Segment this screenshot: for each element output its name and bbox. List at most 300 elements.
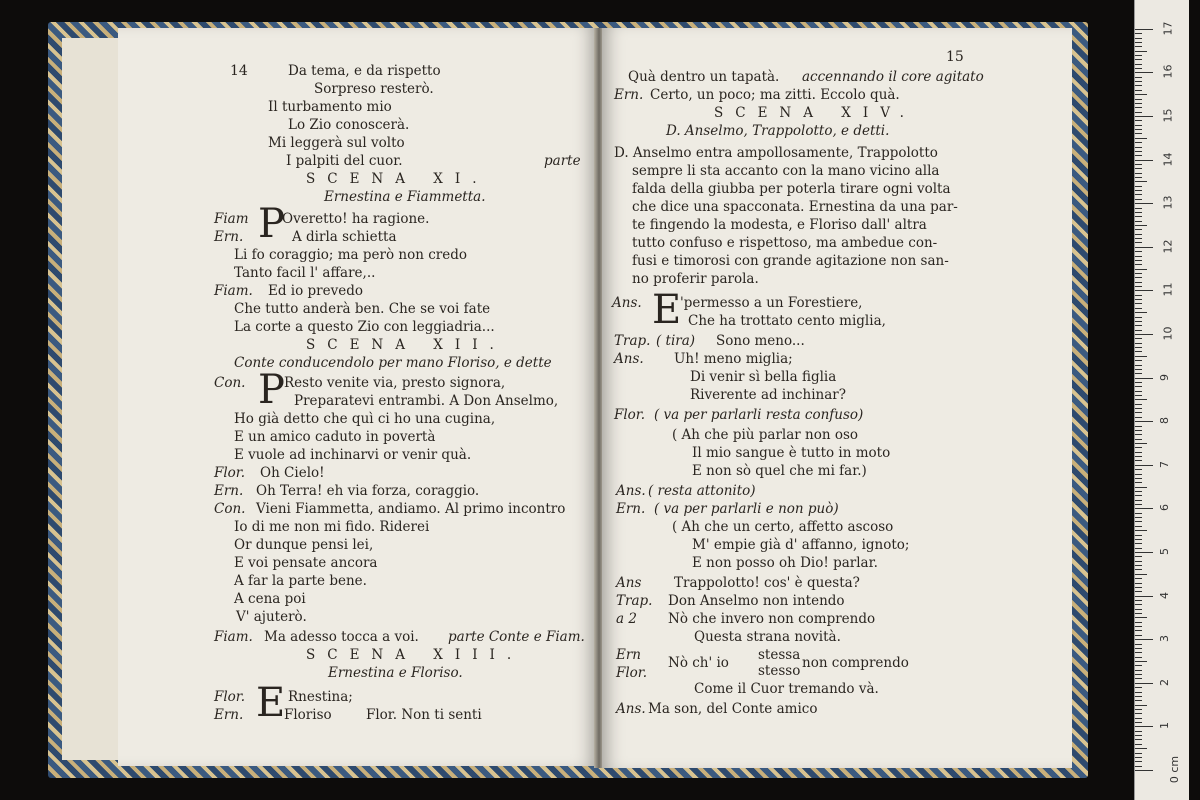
ruler-tick <box>1135 160 1153 161</box>
ruler-minor-tick <box>1135 635 1142 636</box>
ruler-minor-tick <box>1135 312 1147 313</box>
text-line: Lo Zio conoscerà. <box>288 117 410 133</box>
ruler-tick <box>1135 726 1153 727</box>
ruler-minor-tick <box>1135 251 1142 252</box>
ruler-minor-tick <box>1135 269 1147 270</box>
ruler-minor-tick <box>1135 168 1142 169</box>
ruler-minor-tick <box>1135 317 1142 318</box>
ruler-minor-tick <box>1135 347 1142 348</box>
ruler-minor-tick <box>1135 692 1142 693</box>
speaker-name: Ern. <box>214 229 244 245</box>
ruler-minor-tick <box>1135 753 1142 754</box>
ruler-label: 2 <box>1158 678 1171 686</box>
ruler-minor-tick <box>1135 600 1142 601</box>
speaker-name: Con. <box>214 375 246 391</box>
speaker-name: Flor. <box>214 689 246 705</box>
text-line: Riverente ad inchinar? <box>690 387 846 403</box>
ruler-minor-tick <box>1135 308 1142 309</box>
ruler-minor-tick <box>1135 51 1147 52</box>
ruler-minor-tick <box>1135 190 1142 191</box>
text-line: E non posso oh Dio! parlar. <box>692 555 878 571</box>
speaker-name: Ans. <box>616 483 646 499</box>
text-line: Vieni Fiammetta, andiamo. Al primo incontro <box>256 501 566 517</box>
text-line: Floriso <box>284 707 332 723</box>
text-line: Ho già detto che quì ci ho una cugina, <box>234 411 496 427</box>
ruler-minor-tick <box>1135 591 1142 592</box>
ruler-minor-tick <box>1135 718 1142 719</box>
ruler-minor-tick <box>1135 674 1142 675</box>
ruler-minor-tick <box>1135 59 1142 60</box>
ruler-minor-tick <box>1135 303 1142 304</box>
ruler-minor-tick <box>1135 225 1147 226</box>
ruler-tick <box>1135 639 1153 640</box>
ruler-tick <box>1135 29 1153 30</box>
ruler-minor-tick <box>1135 404 1142 405</box>
ruler-minor-tick <box>1135 526 1142 527</box>
measuring-ruler <box>1134 0 1189 800</box>
ruler-minor-tick <box>1135 487 1147 488</box>
page-number: 15 <box>946 49 964 65</box>
ruler-tick <box>1135 770 1153 771</box>
ruler-minor-tick <box>1135 395 1142 396</box>
ruler-minor-tick <box>1135 478 1142 479</box>
ruler-minor-tick <box>1135 535 1142 536</box>
ruler-minor-tick <box>1135 391 1142 392</box>
ruler-minor-tick <box>1135 561 1142 562</box>
ruler-minor-tick <box>1135 125 1142 126</box>
ruler-minor-tick <box>1135 609 1142 610</box>
ruler-minor-tick <box>1135 495 1142 496</box>
ruler-minor-tick <box>1135 748 1147 749</box>
text-line: ( va per parlarli e non può) <box>654 501 839 517</box>
ruler-minor-tick <box>1135 155 1142 156</box>
text-line: Che ha trottato cento miglia, <box>688 313 886 329</box>
text-line: Che tutto anderà ben. Che se voi fate <box>234 301 491 317</box>
ruler-label: 17 <box>1161 21 1175 36</box>
ruler-minor-tick <box>1135 343 1142 344</box>
ruler-minor-tick <box>1135 757 1142 758</box>
ruler-label: 11 <box>1161 282 1175 297</box>
text-line: ( Ah che un certo, affetto ascoso <box>672 519 894 535</box>
ruler-minor-tick <box>1135 447 1142 448</box>
text-line: Quà dentro un tapatà. <box>628 69 780 85</box>
text-line: non comprendo <box>802 655 909 671</box>
text-line: Tanto facil l' affare,.. <box>234 265 376 281</box>
ruler-minor-tick <box>1135 94 1147 95</box>
text-line: Don Anselmo non intendo <box>668 593 845 609</box>
ruler-minor-tick <box>1135 90 1142 91</box>
ruler-minor-tick <box>1135 652 1142 653</box>
ruler-label: 15 <box>1161 108 1175 123</box>
ruler-minor-tick <box>1135 264 1142 265</box>
ruler-label: 16 <box>1161 64 1175 79</box>
ruler-minor-tick <box>1135 696 1142 697</box>
speaker-name: ( tira) <box>656 333 696 349</box>
flyleaf <box>62 38 122 760</box>
text-line: Ernestina e Fiammetta. <box>324 189 486 205</box>
speaker-name: Fiam. <box>214 629 253 645</box>
ruler-minor-tick <box>1135 539 1142 540</box>
ruler-tick <box>1135 421 1153 422</box>
ruler-label: 10 <box>1161 326 1175 341</box>
text-line: Questa strana novità. <box>694 629 841 645</box>
text-line: che dice una spacconata. Ernestina da una par- <box>632 199 958 215</box>
ruler-minor-tick <box>1135 177 1142 178</box>
text-line: Da tema, e da rispetto <box>288 63 441 79</box>
ruler-minor-tick <box>1135 705 1147 706</box>
ruler-minor-tick <box>1135 173 1142 174</box>
speaker-name: Fiam <box>214 211 249 227</box>
ruler-tick <box>1135 203 1153 204</box>
text-line: V' ajuterò. <box>236 609 307 625</box>
ruler-minor-tick <box>1135 399 1147 400</box>
ruler-minor-tick <box>1135 513 1142 514</box>
ruler-minor-tick <box>1135 657 1142 658</box>
page-number: 14 <box>230 63 248 79</box>
ruler-minor-tick <box>1135 256 1142 257</box>
ruler-minor-tick <box>1135 583 1142 584</box>
ruler-tick <box>1135 290 1153 291</box>
text-line: E vuole ad inchinarvi or venir quà. <box>234 447 472 463</box>
ruler-minor-tick <box>1135 138 1147 139</box>
speaker-name: Ern. <box>214 707 244 723</box>
text-line: Li fo coraggio; ma però non credo <box>234 247 467 263</box>
ruler-minor-tick <box>1135 356 1147 357</box>
text-line: Ernestina e Floriso. <box>328 665 463 681</box>
ruler-tick <box>1135 378 1153 379</box>
speaker-name: Fiam. <box>214 283 253 299</box>
ruler-minor-tick <box>1135 55 1142 56</box>
ruler-minor-tick <box>1135 382 1142 383</box>
ruler-minor-tick <box>1135 64 1142 65</box>
ruler-minor-tick <box>1135 365 1142 366</box>
ruler-minor-tick <box>1135 744 1142 745</box>
ruler-minor-tick <box>1135 517 1142 518</box>
ruler-label: 5 <box>1158 548 1171 555</box>
ruler-minor-tick <box>1135 181 1147 182</box>
text-line: I palpiti del cuor. <box>286 153 403 169</box>
speaker-name: Ern. <box>214 483 244 499</box>
ruler-minor-tick <box>1135 386 1142 387</box>
text-line: Rnestina; <box>288 689 353 705</box>
text-line: tutto confuso e rispettoso, ma ambedue con- <box>632 235 938 251</box>
ruler-minor-tick <box>1135 286 1142 287</box>
ruler-minor-tick <box>1135 761 1142 762</box>
ruler-minor-tick <box>1135 474 1142 475</box>
ruler-minor-tick <box>1135 120 1142 121</box>
speaker-name: Ern. <box>614 87 644 103</box>
ruler-minor-tick <box>1135 739 1142 740</box>
text-line: te fingendo la modesta, e Floriso dall' altra <box>632 217 927 233</box>
text-line: Flor. Non ti senti <box>366 707 482 723</box>
ruler-tick <box>1135 552 1153 553</box>
left-page <box>118 28 596 766</box>
ruler-label: 9 <box>1158 373 1171 381</box>
ruler-minor-tick <box>1135 700 1142 701</box>
ruler-minor-tick <box>1135 212 1142 213</box>
ruler-tick <box>1135 465 1153 466</box>
ruler-minor-tick <box>1135 234 1142 235</box>
text-line: SCENA XIV. <box>714 105 916 121</box>
ruler-minor-tick <box>1135 33 1142 34</box>
ruler-minor-tick <box>1135 530 1147 531</box>
ruler-minor-tick <box>1135 569 1142 570</box>
ruler-minor-tick <box>1135 338 1142 339</box>
text-line: Ed io prevedo <box>268 283 363 299</box>
ruler-minor-tick <box>1135 687 1142 688</box>
ruler-minor-tick <box>1135 426 1142 427</box>
text-line: La corte a questo Zio con leggiadria... <box>234 319 495 335</box>
ruler-minor-tick <box>1135 408 1142 409</box>
ruler-minor-tick <box>1135 42 1142 43</box>
ruler-minor-tick <box>1135 626 1142 627</box>
ruler-minor-tick <box>1135 604 1142 605</box>
text-line: A far la parte bene. <box>234 573 367 589</box>
text-line: falda della giubba per poterla tirare ogni volta <box>632 181 951 197</box>
ruler-minor-tick <box>1135 229 1142 230</box>
ruler-label: 13 <box>1161 195 1175 210</box>
text-line: Trappolotto! cos' è questa? <box>674 575 860 591</box>
text-line: Conte conducendolo per mano Floriso, e dette <box>234 355 552 371</box>
ruler-label: 14 <box>1161 152 1175 167</box>
text-line: Mi leggerà sul volto <box>268 135 405 151</box>
speaker-name: Flor. <box>614 407 646 423</box>
ruler-minor-tick <box>1135 665 1142 666</box>
text-line: Resto venite via, presto signora, <box>284 375 506 391</box>
ruler-minor-tick <box>1135 351 1142 352</box>
drop-cap: P <box>258 367 285 413</box>
ruler-minor-tick <box>1135 282 1142 283</box>
ruler-minor-tick <box>1135 273 1142 274</box>
text-line: stessa <box>758 647 801 663</box>
ruler-minor-tick <box>1135 277 1142 278</box>
text-line: no proferir parola. <box>632 271 759 287</box>
ruler-minor-tick <box>1135 622 1142 623</box>
ruler-minor-tick <box>1135 521 1142 522</box>
speaker-name: Trap. <box>616 593 653 609</box>
drop-cap: P <box>258 201 285 247</box>
ruler-minor-tick <box>1135 456 1142 457</box>
text-line: SCENA XII. <box>306 337 506 353</box>
ruler-minor-tick <box>1135 439 1142 440</box>
text-line: E non sò quel che mi far.) <box>692 463 867 479</box>
text-line: Sorpreso resterò. <box>314 81 434 97</box>
ruler-minor-tick <box>1135 199 1142 200</box>
text-line: Il mio sangue è tutto in moto <box>692 445 891 461</box>
text-line: M' empie già d' affanno, ignoto; <box>692 537 910 553</box>
text-line: Di venir sì bella figlia <box>690 369 837 385</box>
ruler-minor-tick <box>1135 208 1142 209</box>
ruler-minor-tick <box>1135 147 1142 148</box>
text-line: Ma adesso tocca a voi. <box>264 629 419 645</box>
text-line: Come il Cuor tremando và. <box>694 681 879 697</box>
ruler-minor-tick <box>1135 574 1147 575</box>
speaker-name: Ern. <box>616 501 646 517</box>
ruler-minor-tick <box>1135 38 1142 39</box>
ruler-minor-tick <box>1135 670 1142 671</box>
text-line: A cena poi <box>234 591 306 607</box>
text-line: Overetto! ha ragione. <box>282 211 430 227</box>
ruler-minor-tick <box>1135 565 1142 566</box>
speaker-name: Con. <box>214 501 246 517</box>
text-line: Sono meno... <box>716 333 805 349</box>
ruler-minor-tick <box>1135 613 1142 614</box>
ruler-minor-tick <box>1135 85 1142 86</box>
ruler-minor-tick <box>1135 644 1142 645</box>
ruler-minor-tick <box>1135 164 1142 165</box>
speaker-name: Flor. <box>616 665 648 681</box>
ruler-minor-tick <box>1135 242 1142 243</box>
ruler-minor-tick <box>1135 548 1142 549</box>
ruler-minor-tick <box>1135 151 1142 152</box>
text-line: ( va per parlarli resta confuso) <box>654 407 864 423</box>
ruler-minor-tick <box>1135 194 1142 195</box>
ruler-minor-tick <box>1135 617 1147 618</box>
ruler-label: 8 <box>1158 417 1171 425</box>
ruler-minor-tick <box>1135 722 1142 723</box>
ruler-minor-tick <box>1135 504 1142 505</box>
speaker-name: Ans. <box>614 351 644 367</box>
ruler-minor-tick <box>1135 556 1142 557</box>
ruler-minor-tick <box>1135 373 1142 374</box>
ruler-minor-tick <box>1135 417 1142 418</box>
ruler-minor-tick <box>1135 238 1142 239</box>
text-line: Oh Cielo! <box>260 465 325 481</box>
text-line: Il turbamento mio <box>268 99 392 115</box>
ruler-minor-tick <box>1135 330 1142 331</box>
ruler-minor-tick <box>1135 713 1142 714</box>
text-line: SCENA XIII. <box>306 647 524 663</box>
ruler-minor-tick <box>1135 107 1142 108</box>
ruler-minor-tick <box>1135 360 1142 361</box>
text-line: stesso <box>758 663 801 679</box>
ruler-label: 12 <box>1161 239 1175 254</box>
text-line: sempre li sta accanto con la mano vicino alla <box>632 163 940 179</box>
ruler-tick <box>1135 247 1153 248</box>
ruler-minor-tick <box>1135 129 1142 130</box>
ruler-minor-tick <box>1135 81 1142 82</box>
text-line: ( resta attonito) <box>648 483 756 499</box>
ruler-minor-tick <box>1135 469 1142 470</box>
text-line: Preparatevi entrambi. A Don Anselmo, <box>294 393 559 409</box>
ruler-tick <box>1135 683 1153 684</box>
text-line: ( Ah che più parlar non oso <box>672 427 859 443</box>
ruler-minor-tick <box>1135 186 1142 187</box>
ruler-minor-tick <box>1135 482 1142 483</box>
speaker-name: a 2 <box>616 611 637 627</box>
text-line: Oh Terra! eh via forza, coraggio. <box>256 483 480 499</box>
ruler-minor-tick <box>1135 221 1142 222</box>
text-line: Nò che invero non comprendo <box>668 611 876 627</box>
ruler-tick <box>1135 508 1153 509</box>
ruler-minor-tick <box>1135 260 1142 261</box>
text-line: 'permesso a un Forestiere, <box>680 295 863 311</box>
ruler-minor-tick <box>1135 325 1142 326</box>
ruler-minor-tick <box>1135 766 1142 767</box>
ruler-minor-tick <box>1135 295 1142 296</box>
speaker-name: Trap. <box>614 333 651 349</box>
ruler-minor-tick <box>1135 103 1142 104</box>
ruler-minor-tick <box>1135 434 1142 435</box>
text-line: accennando il core agitato <box>802 69 984 85</box>
ruler-minor-tick <box>1135 443 1147 444</box>
text-line: Io di me non mi fido. Riderei <box>234 519 430 535</box>
ruler-minor-tick <box>1135 661 1147 662</box>
ruler-minor-tick <box>1135 299 1142 300</box>
stage-direction: parte <box>544 153 581 169</box>
ruler-minor-tick <box>1135 142 1142 143</box>
drop-cap: E <box>256 680 286 726</box>
ruler-minor-tick <box>1135 412 1142 413</box>
speaker-name: Ans. <box>616 701 646 717</box>
ruler-label: 1 <box>1158 722 1171 730</box>
ruler-minor-tick <box>1135 112 1142 113</box>
speaker-name: Ans <box>616 575 642 591</box>
ruler-label: 6 <box>1158 504 1171 512</box>
ruler-tick <box>1135 334 1153 335</box>
text-line: Ma son, del Conte amico <box>648 701 818 717</box>
text-line: D. Anselmo, Trappolotto, e detti. <box>666 123 890 139</box>
text-line: Nò ch' io <box>668 655 729 671</box>
text-line: SCENA XI. <box>306 171 489 187</box>
text-line: E voi pensate ancora <box>234 555 378 571</box>
text-line: E un amico caduto in povertà <box>234 429 436 445</box>
ruler-minor-tick <box>1135 731 1142 732</box>
ruler-minor-tick <box>1135 709 1142 710</box>
ruler-label: 3 <box>1158 635 1171 643</box>
ruler-minor-tick <box>1135 99 1142 100</box>
ruler-tick <box>1135 72 1153 73</box>
ruler-minor-tick <box>1135 321 1142 322</box>
ruler-minor-tick <box>1135 133 1142 134</box>
speaker-name: Flor. <box>214 465 246 481</box>
ruler-minor-tick <box>1135 543 1142 544</box>
ruler-label: 7 <box>1158 460 1171 468</box>
ruler-minor-tick <box>1135 430 1142 431</box>
ruler-minor-tick <box>1135 578 1142 579</box>
ruler-minor-tick <box>1135 500 1142 501</box>
ruler-minor-tick <box>1135 648 1142 649</box>
ruler-minor-tick <box>1135 77 1142 78</box>
text-line: fusi e timorosi con grande agitazione non san- <box>632 253 949 269</box>
ruler-minor-tick <box>1135 491 1142 492</box>
ruler-minor-tick <box>1135 369 1142 370</box>
ruler-tick <box>1135 116 1153 117</box>
ruler-minor-tick <box>1135 735 1142 736</box>
ruler-minor-tick <box>1135 630 1142 631</box>
ruler-label: 0 cm <box>1168 755 1182 784</box>
ruler-minor-tick <box>1135 460 1142 461</box>
ruler-minor-tick <box>1135 452 1142 453</box>
ruler-minor-tick <box>1135 678 1142 679</box>
right-page <box>602 28 1072 768</box>
text-line: D. Anselmo entra ampollosamente, Trappolotto <box>614 145 938 161</box>
ruler-minor-tick <box>1135 46 1142 47</box>
text-line: Or dunque pensi lei, <box>234 537 374 553</box>
text-line: Uh! meno miglia; <box>674 351 793 367</box>
drop-cap: E <box>652 287 682 333</box>
speaker-name: Ern <box>616 647 642 663</box>
text-line: Certo, un poco; ma zitti. Eccolo quà. <box>650 87 900 103</box>
ruler-label: 4 <box>1158 591 1171 599</box>
text-line: A dirla schietta <box>292 229 397 245</box>
ruler-minor-tick <box>1135 216 1142 217</box>
stage-direction: parte Conte e Fiam. <box>448 629 585 645</box>
ruler-tick <box>1135 596 1153 597</box>
ruler-minor-tick <box>1135 68 1142 69</box>
speaker-name: Ans. <box>612 295 642 311</box>
ruler-minor-tick <box>1135 587 1142 588</box>
